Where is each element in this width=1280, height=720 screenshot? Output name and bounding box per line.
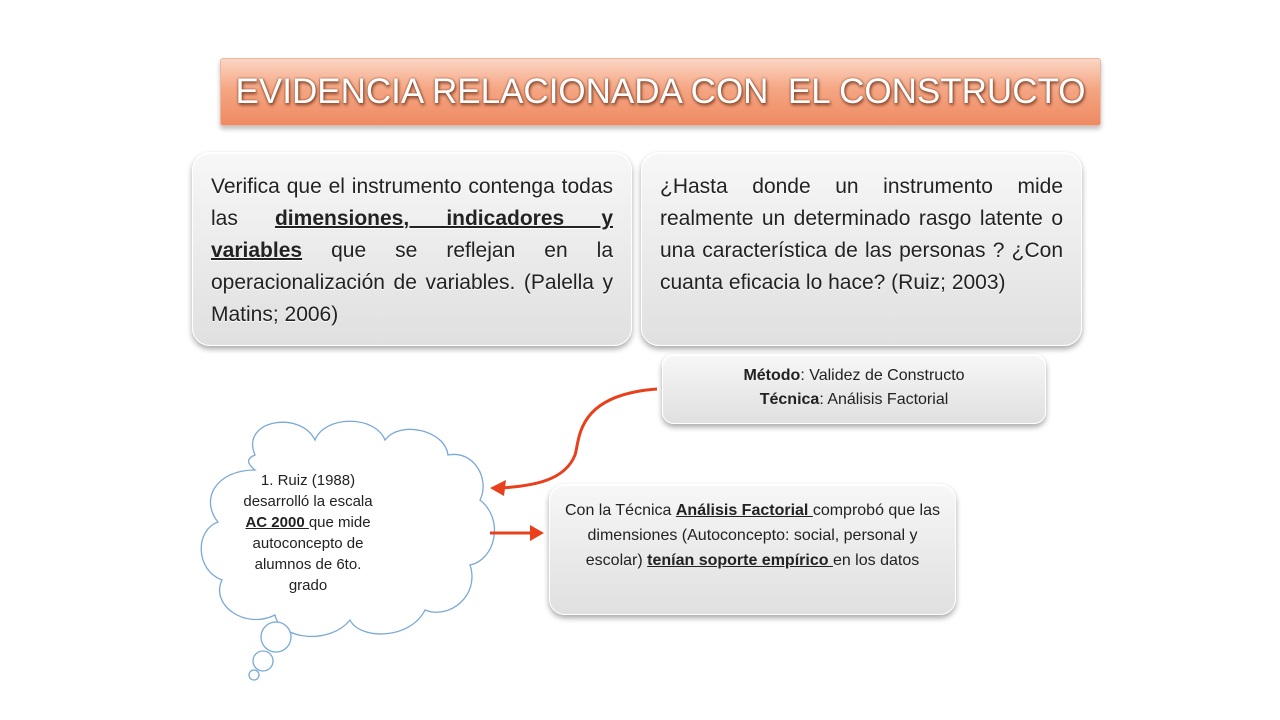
definition-text: Verifica que el instrumento contenga todas las dimensiones, indicadores y variables que se reflejan en la operacionalización de variables. (Palella y Matins; 2006) <box>211 175 613 326</box>
cloud-bubble-small <box>249 670 259 680</box>
definition-emphasis: dimensiones, indicadores y variables <box>211 207 613 262</box>
question-text: ¿Hasta donde un instrumento mide realmente un determinado rasgo latente o una característica de las personas ? ¿Con cuanta eficacia lo hace? (Ruiz; 2003) <box>660 175 1063 294</box>
method-line: Método: Validez de Constructo <box>743 367 965 384</box>
cloud-bubble-large <box>261 622 291 652</box>
straight-arrow-head <box>530 525 544 541</box>
curved-arrow-head <box>490 480 506 496</box>
page-title: EVIDENCIA RELACIONADA CON EL CONSTRUCTO <box>235 72 1086 111</box>
cloud-text: 1. Ruiz (1988) desarrolló la escala AC 2000 que mide autoconcepto de alumnos de 6to. grado <box>243 472 373 594</box>
curved-arrow <box>500 389 657 488</box>
cloud-bubble-medium <box>253 651 273 671</box>
technique-line: Técnica: Análisis Factorial <box>759 391 949 408</box>
result-text: Con la Técnica Análisis Factorial comprobó que las dimensiones (Autoconcepto: social, personal y escolar) tenían soporte empírico en los datos <box>565 502 940 569</box>
result-support: tenían soporte empírico <box>647 552 833 569</box>
cloud-scale: AC 2000 <box>245 514 309 531</box>
result-technique: Análisis Factorial <box>675 502 813 519</box>
